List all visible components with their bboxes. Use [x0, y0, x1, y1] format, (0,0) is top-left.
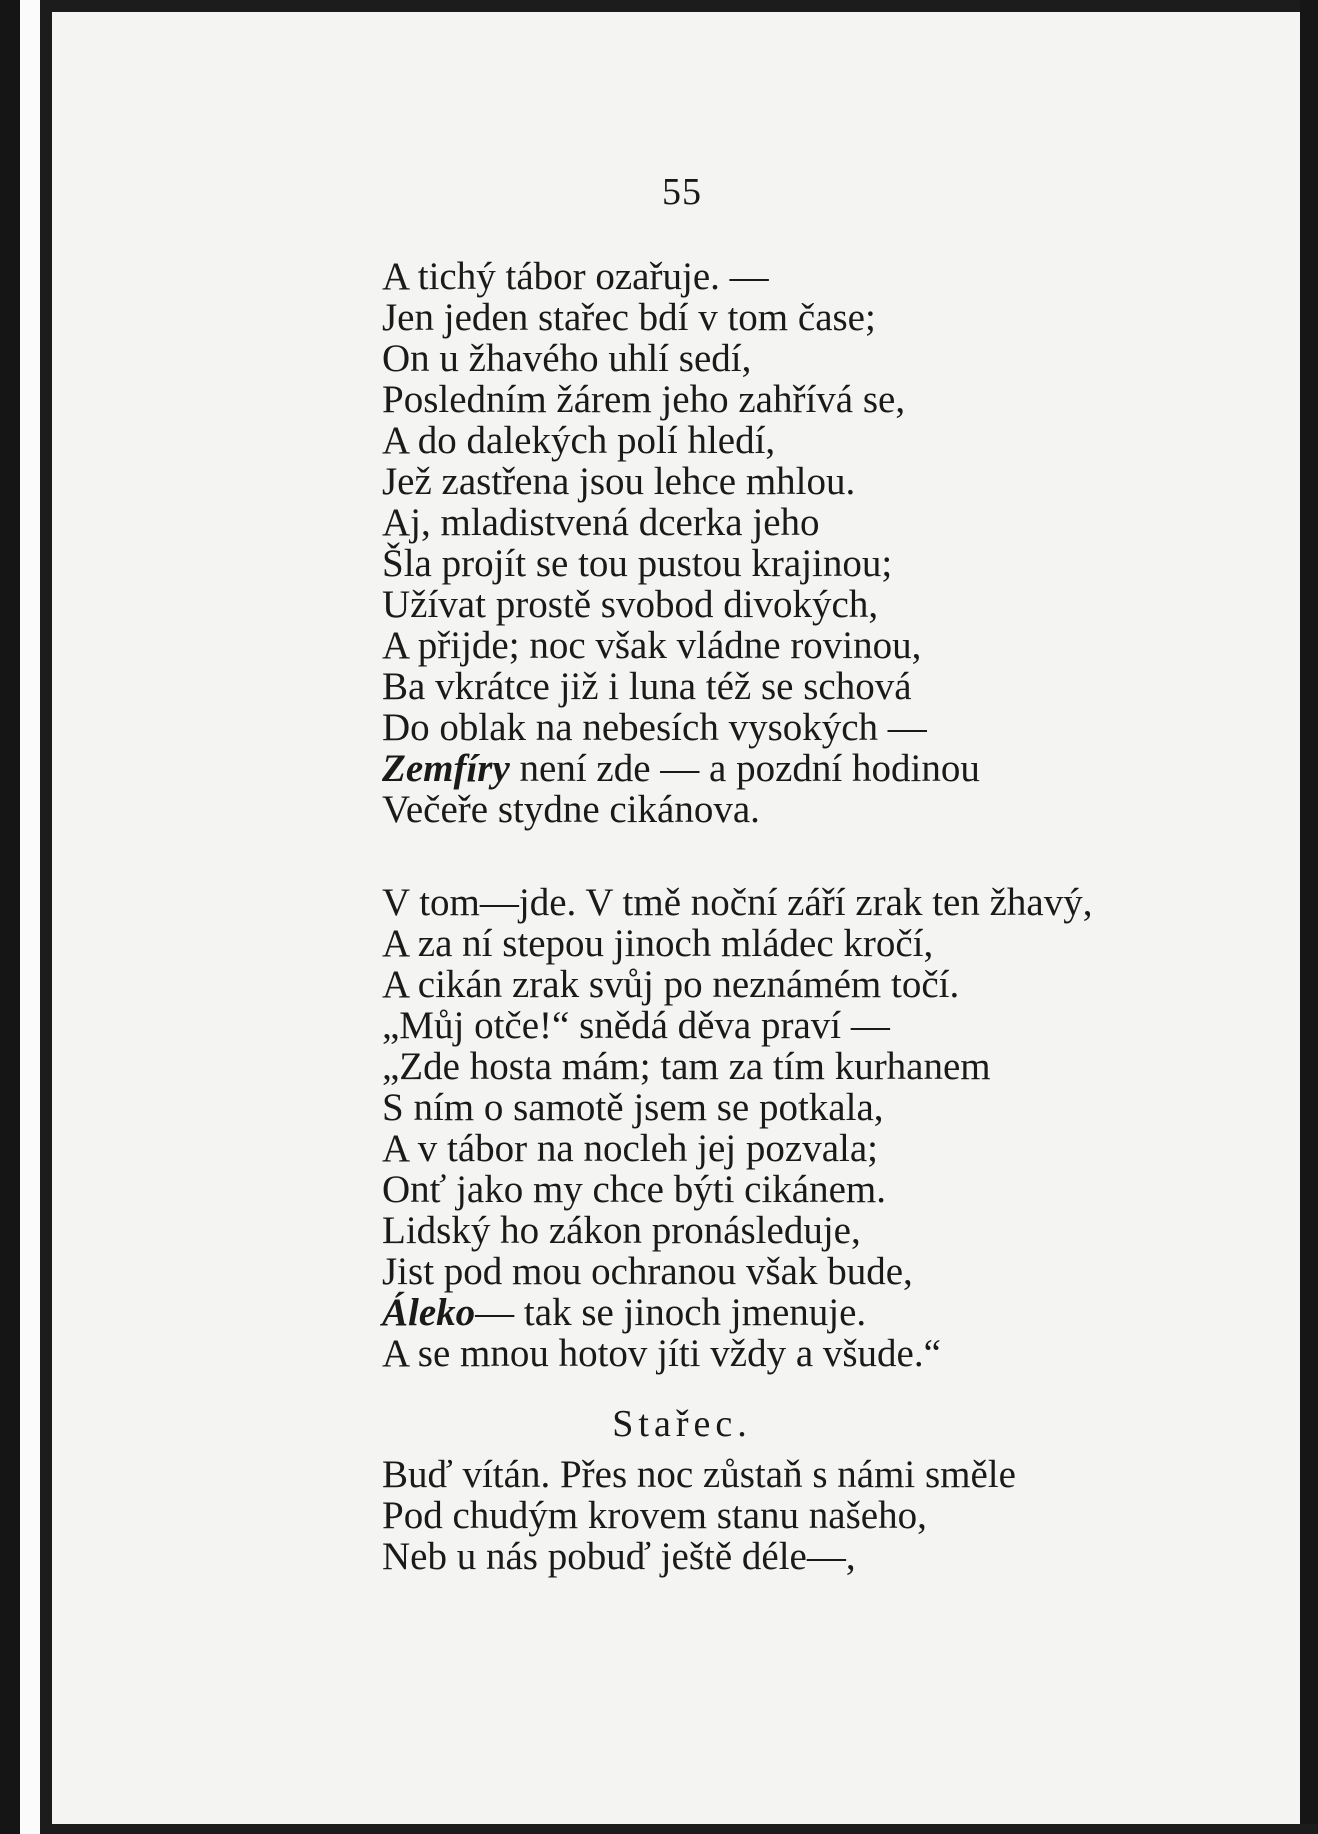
poem-line: A za ní stepou jinoch mládec kročí, — [382, 922, 934, 965]
page-right-border — [1300, 0, 1318, 1834]
poem-line: A se mnou hotov jíti vždy a všude.“ — [382, 1332, 941, 1375]
poem-line: „Zde hosta mám; tam za tím kurhanem — [382, 1045, 991, 1088]
poem-line: Aj, mladistvená dcerka jeho — [382, 501, 820, 544]
poem-line: V tom—jde. V tmě noční září zrak ten žhavý, — [382, 881, 1093, 924]
stanza-2 — [382, 882, 1092, 1374]
poem-line: A přijde; noc však vládne rovinou, — [382, 624, 922, 667]
poem-line: Buď vítán. Přes noc zůstaň s námi směle — [382, 1453, 1016, 1496]
page-number: 55 — [662, 171, 702, 213]
poem-line: Ba vkrátce již i luna též se schová — [382, 665, 912, 708]
poem-line: Onť jako my chce býti cikánem. — [382, 1168, 887, 1211]
poem-line: A do dalekých polí hledí, — [382, 419, 776, 462]
poem-line: Jež zastřena jsou lehce mhlou. — [382, 460, 856, 503]
poem-line-rest: — tak se jinoch jmenuje. — [475, 1291, 867, 1334]
poem-line: A cikán zrak svůj po neznámém točí. — [382, 963, 960, 1006]
stanza-1 — [382, 256, 980, 830]
poem-line: Lidský ho zákon pronásleduje, — [382, 1209, 861, 1252]
poem-line: S ním o samotě jsem se potkala, — [382, 1086, 884, 1129]
poem-line: Užívat prostě svobod divokých, — [382, 583, 879, 626]
poem-line-rest: není zde — a pozdní hodinou — [509, 747, 980, 790]
page-top-border — [40, 0, 1318, 12]
poem-line: Neb u nás pobuď ještě déle—, — [382, 1535, 856, 1578]
poem-line: A tichý tábor ozařuje. — — [382, 255, 769, 298]
poem-line: A v tábor na nocleh jej pozvala; — [382, 1127, 878, 1170]
spine-gap — [20, 0, 40, 1834]
character-name-zemfira: Zemfíry — [382, 747, 510, 790]
page-bottom-border — [40, 1824, 1318, 1834]
poem-line: Večeře stydne cikánova. — [382, 788, 760, 831]
poem-line: Posledním žárem jeho zahřívá se, — [382, 378, 906, 421]
poem-line: On u žhavého uhlí sedí, — [382, 337, 752, 380]
poem-line: „Můj otče!“ snědá děva praví — — [382, 1004, 890, 1047]
speaker-heading: Stařec. — [612, 1403, 752, 1445]
poem-line: Jist pod mou ochranou však bude, — [382, 1250, 913, 1293]
poem-line: Pod chudým krovem stanu našeho, — [382, 1494, 927, 1537]
book-page — [52, 12, 1300, 1824]
page-left-border — [40, 0, 52, 1834]
poem-line — [382, 1292, 1092, 1333]
poem-line: Jen jeden stařec bdí v tom čase; — [382, 296, 876, 339]
book-spine-edge — [0, 0, 20, 1834]
stanza-3 — [382, 1454, 1016, 1577]
poem-line: Do oblak na nebesích vysokých — — [382, 706, 927, 749]
poem-line: Šla projít se tou pustou krajinou; — [382, 542, 893, 585]
character-name-aleko: Áleko — [382, 1291, 476, 1334]
poem-line — [382, 748, 980, 789]
